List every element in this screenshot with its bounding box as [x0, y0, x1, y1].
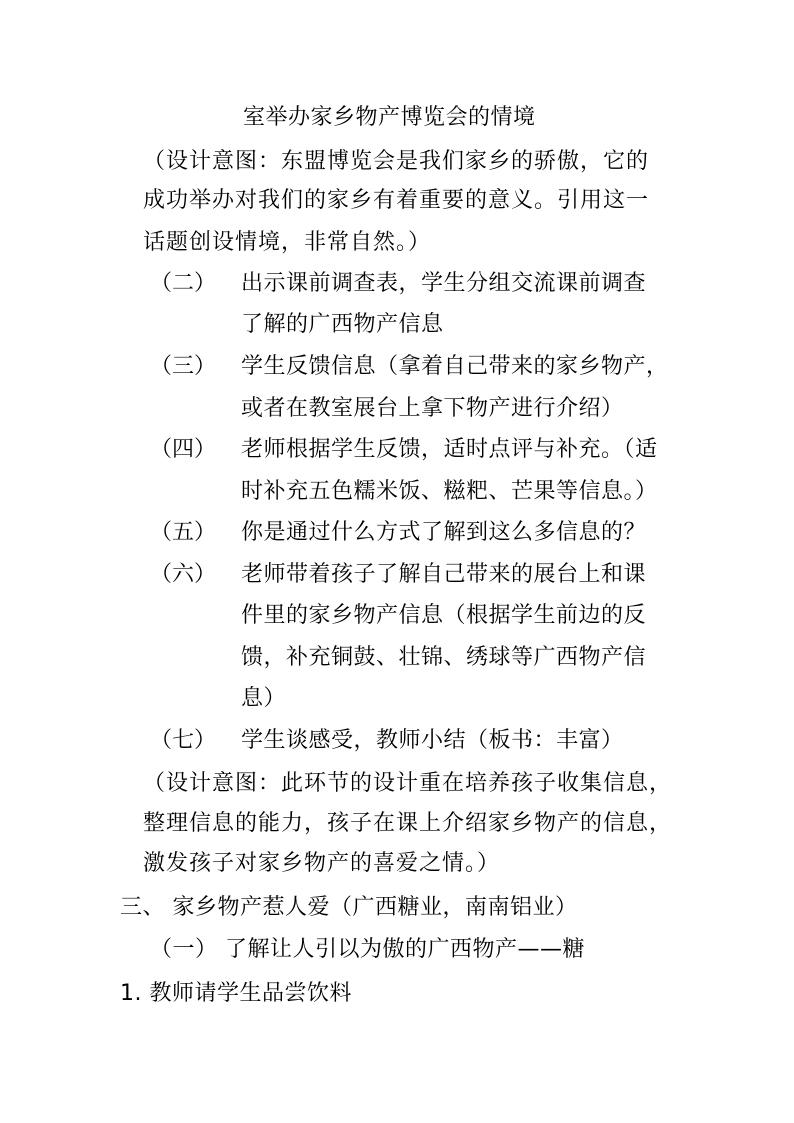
design-intent-line: 整理信息的能力，孩子在课上介绍家乡物产的信息， [143, 811, 673, 836]
item-number: （三） [150, 354, 217, 379]
text-line: 室举办家乡物产博览会的情境 [243, 105, 536, 130]
list-item: 1. 教师请学生品尝饮料 [120, 981, 352, 1006]
text-line: 出示课前调查表，学生分组交流课前调查 [241, 271, 647, 296]
design-intent-line: （设计意图：东盟博览会是我们家乡的骄傲，它的 [143, 149, 650, 174]
design-intent-line: （设计意图：此环节的设计重在培养孩子收集信息， [143, 771, 673, 796]
design-intent-line: 成功举办对我们的家乡有着重要的意义。引用这一 [143, 188, 650, 213]
item-number: （五） [150, 520, 217, 545]
section-heading: 三、 家乡物产惹人爱（广西糖业，南南铝业） [120, 895, 578, 920]
text-line: 学生反馈信息（拿着自己带来的家乡物产， [241, 354, 669, 379]
design-intent-line: 话题创设情境，非常自然。） [143, 230, 432, 255]
item-number: （七） [150, 728, 217, 753]
text-line: 老师根据学生反馈，适时点评与补充。（适 [241, 437, 658, 462]
text-line: 了解的广西物产信息 [241, 312, 444, 337]
text-line: 馈，补充铜鼓、壮锦、绣球等广西物产信 [241, 645, 647, 670]
text-line: 学生谈感受，教师小结（板书：丰富） [241, 728, 624, 753]
item-number: （二） [150, 271, 217, 296]
text-line: 息） [241, 686, 287, 711]
design-intent-line: 激发孩子对家乡物产的喜爱之情。） [143, 851, 501, 876]
item-number: （六） [150, 562, 217, 587]
item-number: （四） [150, 437, 217, 462]
text-line: 老师带着孩子了解自己带来的展台上和课 [241, 562, 647, 587]
text-line: 时补充五色糯米饭、糍粑、芒果等信息。） [241, 479, 658, 504]
text-line: 件里的家乡物产信息（根据学生前边的反 [241, 603, 647, 628]
subsection-heading: （一） 了解让人引以为傲的广西物产——糖 [150, 937, 585, 962]
text-line: 或者在教室展台上拿下物产进行介绍） [241, 396, 624, 421]
text-line: 你是通过什么方式了解到这么多信息的？ [241, 520, 647, 545]
